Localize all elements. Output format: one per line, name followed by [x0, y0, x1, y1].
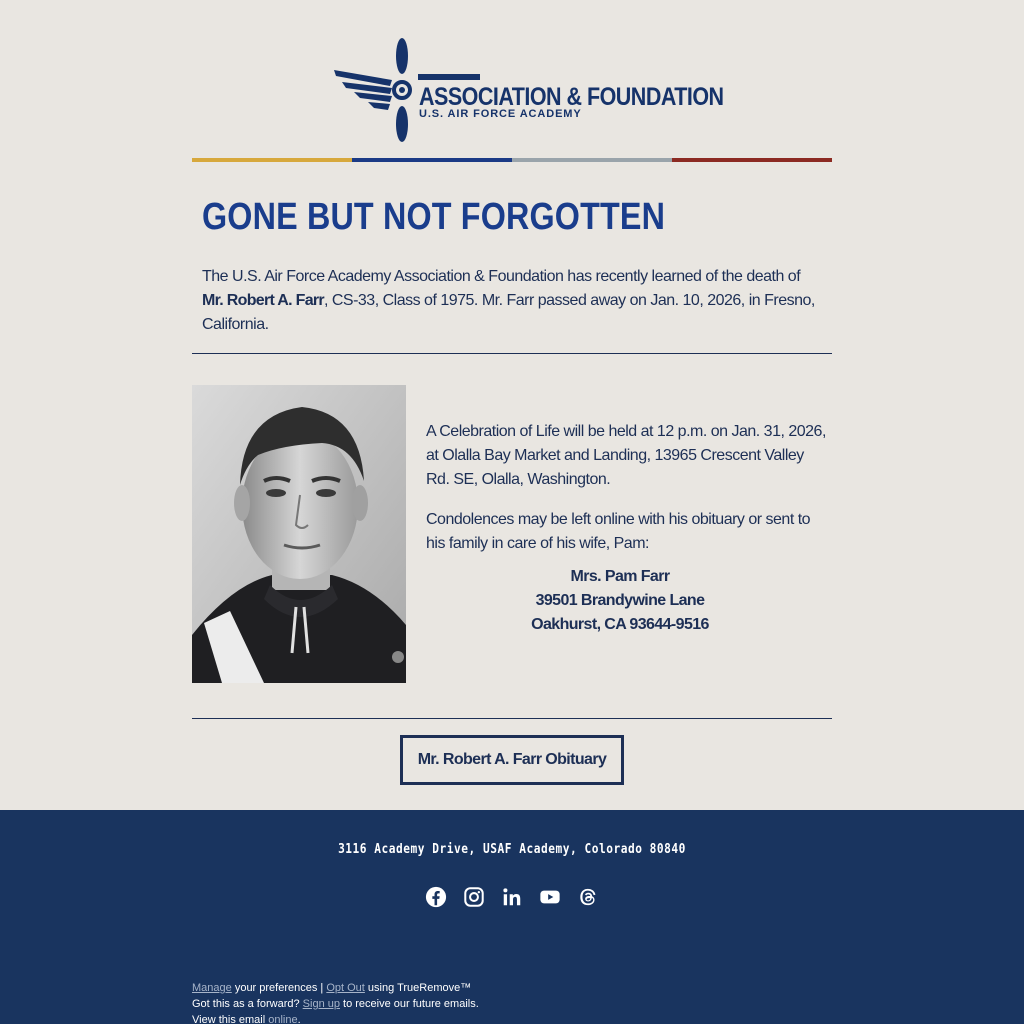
- preferences-line: [192, 980, 832, 996]
- online-link[interactable]: online: [268, 1014, 298, 1024]
- manage-link[interactable]: Manage: [192, 982, 232, 994]
- forward-text: Got this as a forward?: [192, 998, 303, 1010]
- footer: [0, 810, 1024, 1024]
- footer-address: 3116 Academy Drive, USAF Academy, Colorado 80840: [338, 842, 686, 857]
- social-links: [424, 884, 600, 910]
- sign-up-text: to receive our future emails.: [339, 998, 479, 1010]
- divider-top: [192, 353, 832, 354]
- intro-text-before: The U.S. Air Force Academy Association & Foundation has recently learned of the death of: [202, 268, 801, 285]
- obituary-button[interactable]: Mr. Robert A. Farr Obituary: [400, 735, 624, 785]
- intro-text-after: , CS-33, Class of 1975. Mr. Farr passed away on Jan. 10, 2026, in Fresno, California.: [202, 292, 815, 333]
- footer-fine-print: [192, 980, 832, 1024]
- portrait-photo: [192, 385, 406, 683]
- celebration-text: A Celebration of Life will be held at 12 p.m. on Jan. 31, 2026, at Olalla Bay Market and Landing, 13965 Crescent Valley Rd. SE, Olalla, Washington.: [426, 423, 826, 488]
- address-name: Mrs. Pam Farr: [570, 568, 670, 585]
- portrait-image: [192, 385, 406, 683]
- stripe-red: [672, 158, 832, 162]
- page-title: GONE BUT NOT FORGOTTEN: [202, 196, 666, 238]
- threads-icon[interactable]: [576, 885, 600, 909]
- condolences-text: Condolences may be left online with his obituary or sent to his family in care of his wife, Pam:: [426, 511, 811, 552]
- view-online-line: [192, 1012, 832, 1024]
- association-logo: [332, 36, 724, 144]
- stripe-gray: [512, 158, 672, 162]
- view-text: View this email: [192, 1014, 269, 1024]
- linkedin-icon[interactable]: [500, 885, 524, 909]
- service-details: [426, 420, 826, 572]
- youtube-icon[interactable]: [538, 885, 562, 909]
- opt-out-link[interactable]: Opt Out: [326, 982, 365, 994]
- divider-bottom: [192, 718, 832, 719]
- mailing-address: [426, 565, 814, 637]
- color-stripes: [192, 158, 832, 162]
- deceased-name: Mr. Robert A. Farr: [202, 292, 324, 309]
- opt-out-text: using TrueRemove™: [364, 982, 472, 994]
- sign-up-link[interactable]: Sign up: [302, 998, 340, 1010]
- stripe-gold: [192, 158, 352, 162]
- address-street: 39501 Brandywine Lane: [535, 592, 705, 609]
- intro-paragraph: [202, 265, 817, 337]
- instagram-icon[interactable]: [462, 885, 486, 909]
- logo-title: ASSOCIATION & FOUNDATION: [419, 83, 724, 111]
- logo-subtitle: U.S. AIR FORCE ACADEMY: [419, 108, 582, 120]
- forward-line: [192, 996, 832, 1012]
- view-end: .: [297, 1014, 301, 1024]
- stripe-blue: [352, 158, 512, 162]
- address-city: Oakhurst, CA 93644-9516: [531, 616, 709, 633]
- facebook-icon[interactable]: [424, 885, 448, 909]
- manage-text: your preferences |: [231, 982, 327, 994]
